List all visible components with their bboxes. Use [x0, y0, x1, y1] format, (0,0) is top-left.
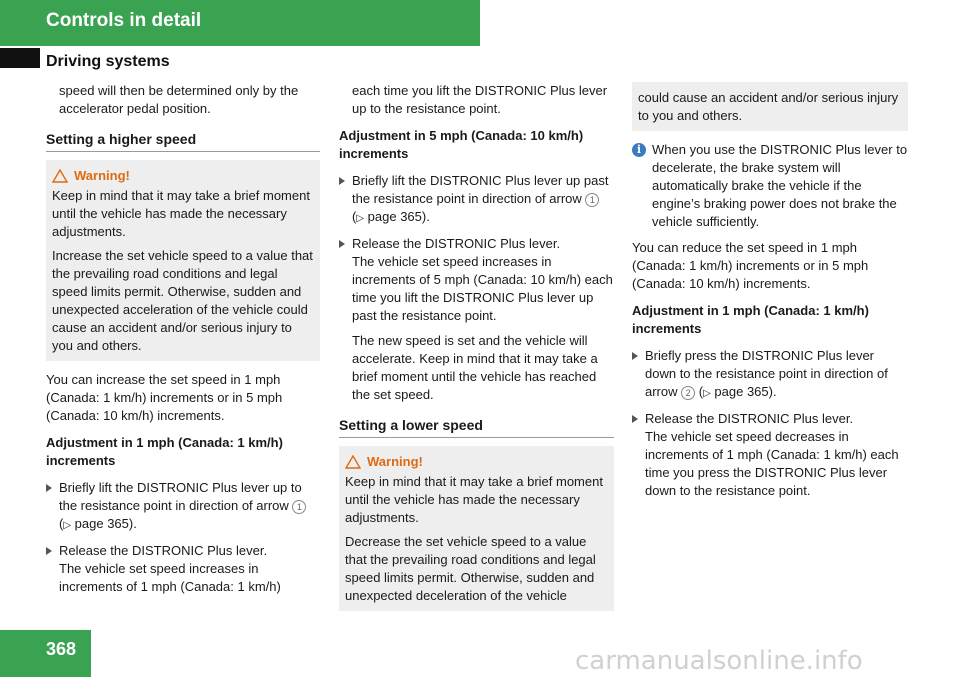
page-ref-icon: ▷: [703, 388, 711, 399]
warning-box: [46, 160, 320, 361]
step-text-main: Briefly lift the DISTRONIC Plus lever up to the resistance point in direction of arrow: [59, 480, 302, 513]
page-number: 368: [46, 639, 77, 659]
step-item: [46, 479, 320, 535]
section-title: Driving systems: [46, 53, 170, 70]
step-text: [59, 542, 320, 596]
heading-lower-speed: Setting a lower speed: [339, 416, 614, 438]
arrow-number-badge: 2: [681, 386, 695, 400]
step-arrow-icon: [632, 352, 638, 360]
step-text-main: Release the DISTRONIC Plus lever.: [352, 236, 561, 251]
step-text: Briefly press the DISTRONIC Plus lever down to the resistance point in direction of arrow 2 (▷ page 365).: [645, 348, 888, 399]
step-text: [352, 235, 614, 325]
page-ref[interactable]: page 365).: [74, 516, 137, 531]
info-note: [632, 141, 908, 231]
chapter-title: Controls in detail: [46, 10, 202, 31]
page-ref[interactable]: page 365).: [367, 209, 430, 224]
arrow-number-badge: 1: [585, 193, 599, 207]
step-arrow-icon: [339, 177, 345, 185]
page-ref-icon: ▷: [63, 520, 72, 531]
warning-text-1: Keep in mind that it may take a brief moment until the vehicle has made the necessary adjustments.: [345, 474, 603, 525]
column-2: [339, 82, 614, 621]
warning-text-1: Keep in mind that it may take a brief moment until the vehicle has made the necessary adjustments.: [52, 188, 310, 239]
step-arrow-icon: [339, 240, 345, 248]
page-ref-icon: ▷: [356, 213, 365, 224]
column-1: [46, 82, 320, 603]
step-item: [46, 542, 320, 596]
info-icon: i: [632, 143, 646, 157]
step-text: [645, 410, 908, 500]
step-text-main: Release the DISTRONIC Plus lever.: [645, 411, 854, 426]
step-arrow-icon: [46, 484, 52, 492]
heading-higher-speed: Setting a higher speed: [46, 130, 320, 152]
warning-text-2: Decrease the set vehicle speed to a value that the prevailing road conditions and legal speed limits permit. Otherwise, sudden and unexpected deceleration of the vehicle: [345, 534, 596, 603]
step-text: Briefly lift the DISTRONIC Plus lever up to the resistance point in direction of arrow 1 (▷ page 365).: [59, 479, 320, 535]
step-text-main: Briefly lift the DISTRONIC Plus lever up past the resistance point in direction of arrow: [352, 173, 609, 206]
step-text-detail: The vehicle set speed increases in increments of 1 mph (Canada: 1 km/h): [59, 561, 281, 594]
step-item: [632, 410, 908, 500]
step-text: Briefly lift the DISTRONIC Plus lever up past the resistance point in direction of arrow 1 (▷ page 365).: [352, 173, 609, 224]
step-text-detail: The vehicle set speed increases in increments of 5 mph (Canada: 10 km/h) each time you lift the DISTRONIC Plus lever up past the resistance point.: [352, 254, 613, 323]
info-text: When you use the DISTRONIC Plus lever to decelerate, the brake system will automatically brake the vehicle if the engine’s braking power does not brake the vehicle sufficiently.: [652, 142, 908, 229]
page-ref[interactable]: page 365).: [714, 384, 777, 399]
step-item: [339, 172, 614, 228]
subhead-1mph: Adjustment in 1 mph (Canada: 1 km/h) increments: [46, 435, 283, 468]
warning-box: [339, 446, 614, 611]
warning-triangle-icon: [52, 169, 68, 183]
warning-title-text: Warning!: [74, 168, 130, 183]
step-item: [339, 235, 614, 404]
body-text: You can reduce the set speed in 1 mph (Canada: 1 km/h) increments or in 5 mph (Canada: 10 km/h) increments.: [632, 240, 869, 291]
intro-text: speed will then be determined only by the accelerator pedal position.: [59, 83, 299, 116]
section-marker: [0, 48, 40, 68]
step-text-detail: The vehicle set speed decreases in increments of 1 mph (Canada: 1 km/h) each time you press the DISTRONIC Plus lever down to the resistance point.: [645, 429, 899, 498]
warning-triangle-icon: [345, 455, 361, 469]
step-item: [632, 347, 908, 403]
step-text-main: Briefly press the DISTRONIC Plus lever down to the resistance point in direction of arrow: [645, 348, 888, 399]
step-text-main: Release the DISTRONIC Plus lever.: [59, 543, 268, 558]
warning-title: [345, 453, 608, 471]
body-text: You can increase the set speed in 1 mph (Canada: 1 km/h) increments or in 5 mph (Canada: 10 km/h) increments.: [46, 372, 283, 423]
warning-title-text: Warning!: [367, 454, 423, 469]
warning-title: [52, 167, 314, 185]
continued-text: each time you lift the DISTRONIC Plus lever up to the resistance point.: [352, 83, 608, 116]
warning-text-cont: could cause an accident and/or serious injury to you and others.: [638, 90, 899, 123]
step-text-note: The new speed is set and the vehicle will accelerate. Keep in mind that it may take a brief moment until the vehicle has reached the set speed.: [352, 333, 598, 402]
watermark: carmanualsonline.info: [575, 646, 863, 676]
warning-box-continued: [632, 82, 908, 131]
step-arrow-icon: [46, 547, 52, 555]
subhead-1mph: Adjustment in 1 mph (Canada: 1 km/h) increments: [632, 303, 869, 336]
arrow-number-badge: 1: [292, 500, 306, 514]
warning-text-2: Increase the set vehicle speed to a value that the prevailing road conditions and legal speed limits permit. Otherwise, sudden and unexpected acceleration of the vehicle could cause an accident and/or serious injury to you and others.: [52, 248, 313, 353]
step-arrow-icon: [632, 415, 638, 423]
column-3: [632, 82, 908, 507]
subhead-5mph: Adjustment in 5 mph (Canada: 10 km/h) increments: [339, 128, 584, 161]
